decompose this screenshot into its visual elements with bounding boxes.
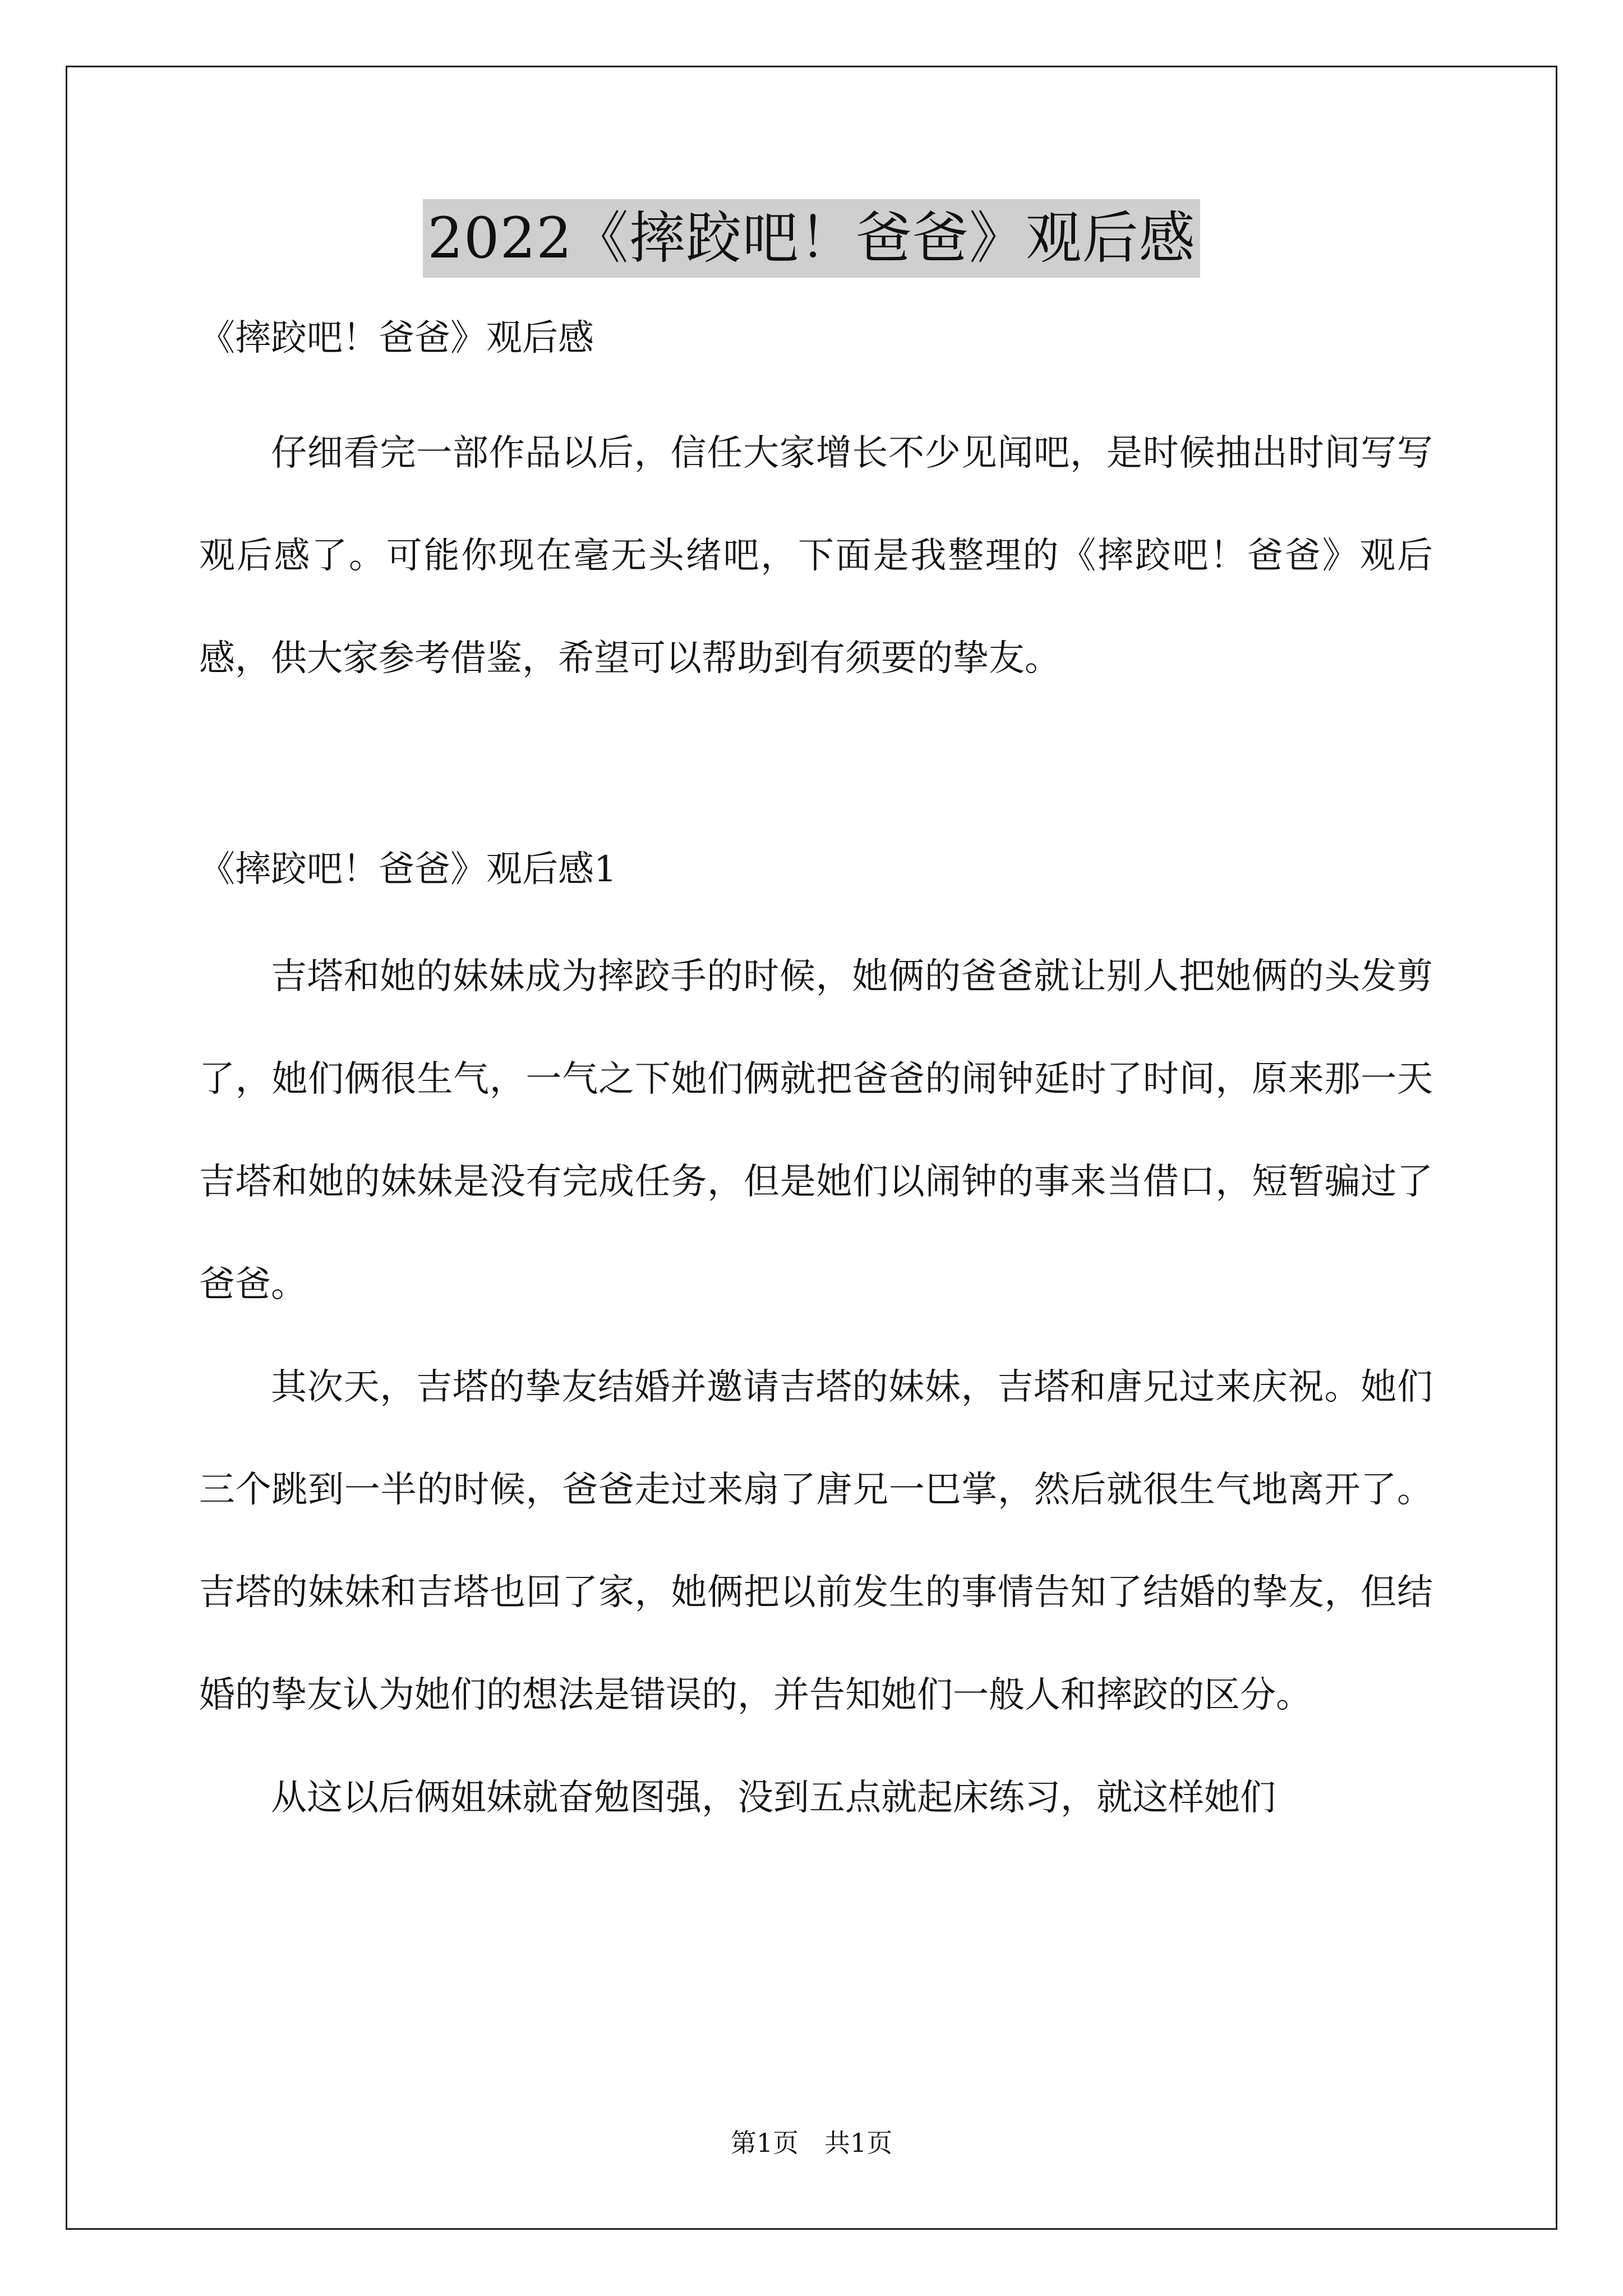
title-container	[0, 199, 1623, 278]
document-title: 2022《摔跤吧！爸爸》观后感	[423, 199, 1200, 278]
body-paragraph-2: 其次天，吉塔的挚友结婚并邀请吉塔的妹妹，吉塔和唐兄过来庆祝。她们三个跳到一半的时候，爸爸走过来扇了唐兄一巴掌，然后就很生气地离开了。吉塔的妹妹和吉塔也回了家，她俩把以前发生的事情告知了结婚的挚友，但结婚的挚友认为她们的想法是错误的，并告知她们一般人和摔跤的区分。	[199, 1366, 1433, 1716]
document-body	[199, 311, 1433, 1849]
page-footer: 第1页 共1页	[730, 2128, 893, 2158]
section-heading: 《摔跤吧！爸爸》观后感1	[199, 849, 617, 890]
intro-heading: 《摔跤吧！爸爸》观后感	[199, 318, 594, 359]
body-paragraph-1: 吉塔和她的妹妹成为摔跤手的时候，她俩的爸爸就让别人把她俩的头发剪了，她们俩很生气，一气之下她们俩就把爸爸的闹钟延时了时间，原来那一天吉塔和她的妹妹是没有完成任务，但是她们以闹钟的事来当借口，短暂骗过了爸爸。	[199, 956, 1433, 1305]
body-paragraph-3: 从这以后俩姐妹就奋勉图强，没到五点就起床练习，就这样她们	[271, 1777, 1276, 1819]
intro-paragraph: 仔细看完一部作品以后，信任大家增长不少见闻吧，是时候抽出时间写写观后感了。可能你现在毫无头绪吧，下面是我整理的《摔跤吧！爸爸》观后感，供大家参考借鉴，希望可以帮助到有须要的挚友。	[199, 432, 1433, 679]
